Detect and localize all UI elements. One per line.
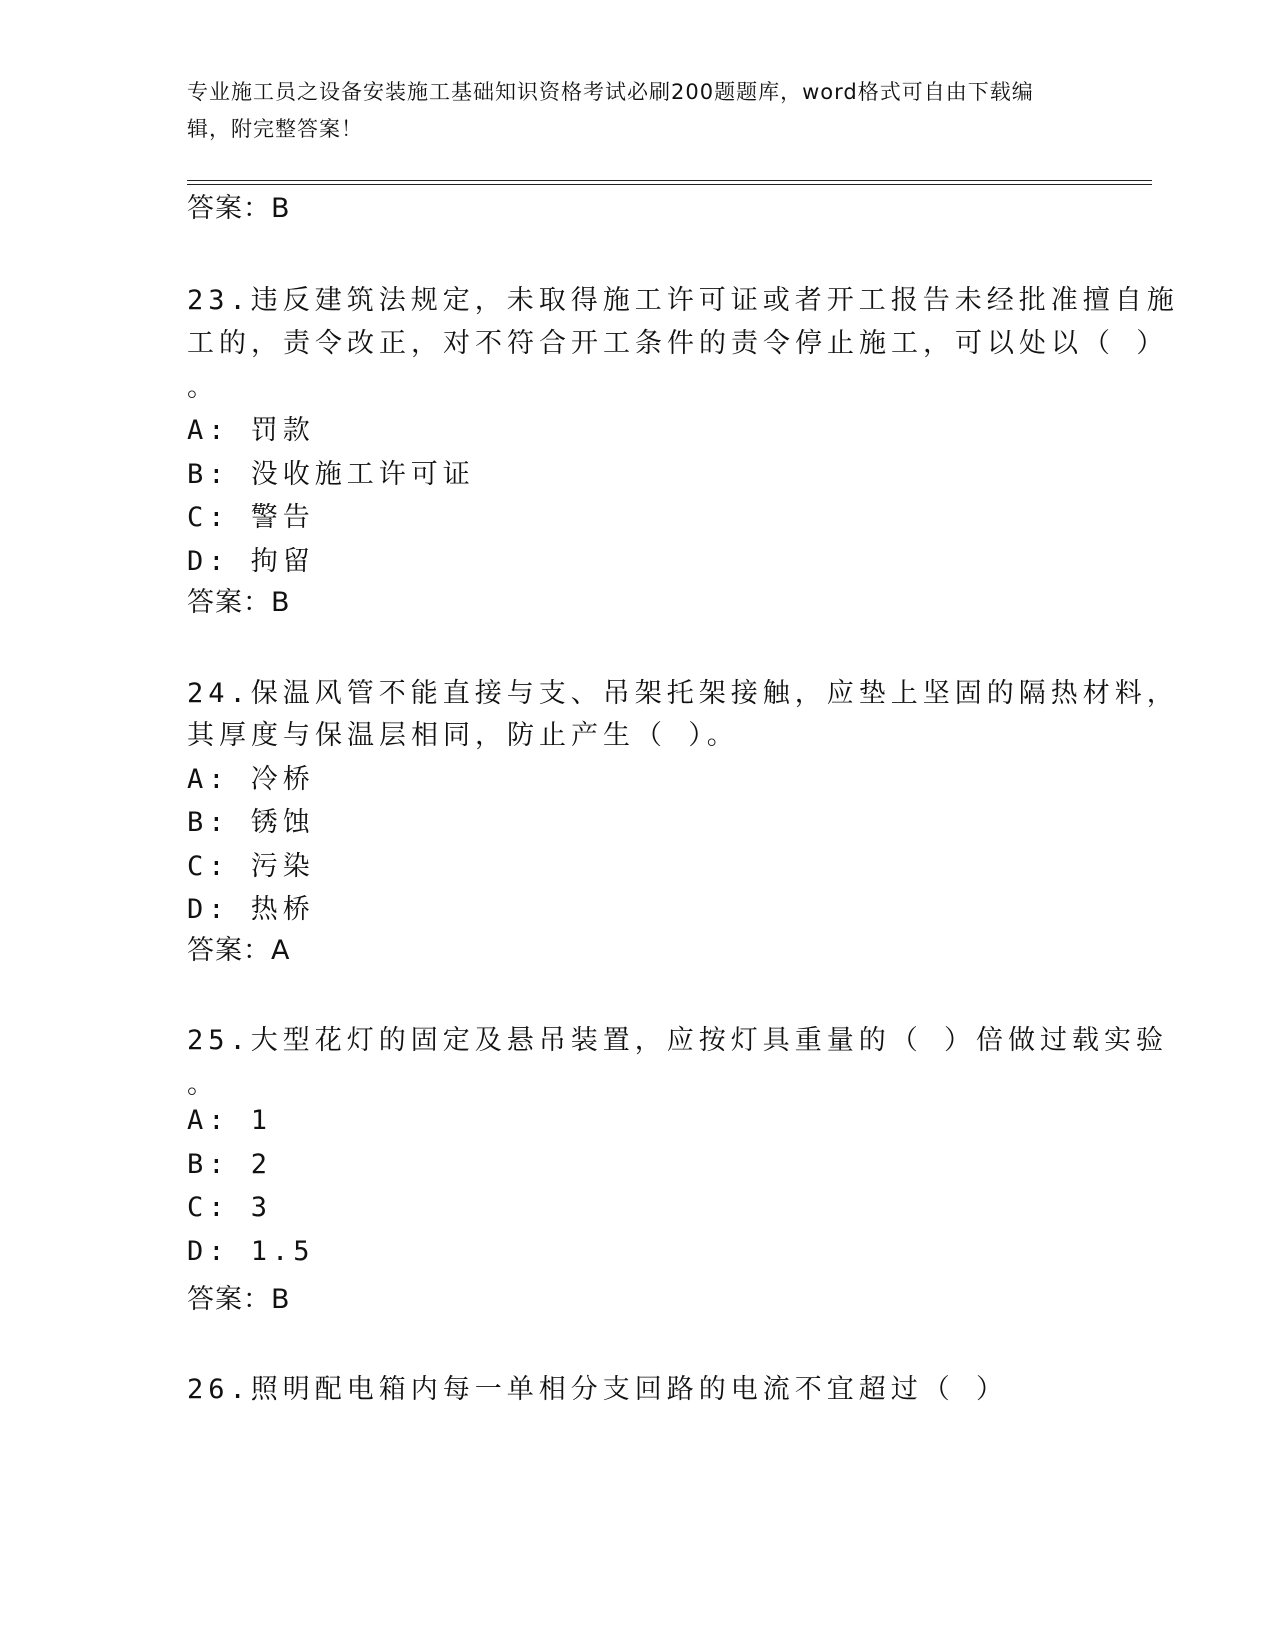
q24-option-a: A: 冷桥: [187, 764, 315, 795]
q25-option-b: B: 2: [187, 1149, 273, 1180]
q23-line-3: 。: [187, 372, 219, 403]
answer-prev: 答案：B: [187, 193, 291, 224]
q24-option-c: C: 污染: [187, 851, 315, 882]
q23-answer: 答案：B: [187, 587, 291, 618]
document-header: 专业施工员之设备安装施工基础知识资格考试必刷200题题库，word格式可自由下载编辑，附完整答案！: [187, 80, 1034, 141]
q25-line-2: 。: [187, 1069, 219, 1100]
q23-line-2: 工的，责令改正，对不符合开工条件的责令停止施工，可以处以（ ）: [187, 328, 1169, 359]
q23-option-a: A: 罚款: [187, 415, 315, 446]
q23-option-c: C: 警告: [187, 502, 315, 533]
q24-answer: 答案：A: [187, 935, 291, 966]
q25-answer: 答案：B: [187, 1284, 291, 1315]
q24-option-b: B: 锈蚀: [187, 807, 315, 838]
q25-option-a: A: 1: [187, 1105, 273, 1136]
q23-line-1: 23.违反建筑法规定，未取得施工许可证或者开工报告未经批准擅自施: [187, 285, 1179, 316]
q25-line-1: 25.大型花灯的固定及悬吊装置，应按灯具重量的（ ）倍做过载实验: [187, 1025, 1169, 1056]
q23-option-d: D: 拘留: [187, 546, 315, 577]
q25-option-d: D: 1.5: [187, 1236, 315, 1267]
q24-option-d: D: 热桥: [187, 894, 315, 925]
q24-line-1: 24.保温风管不能直接与支、吊架托架接触，应垫上坚固的隔热材料，: [187, 678, 1179, 709]
q23-option-b: B: 没收施工许可证: [187, 459, 475, 490]
q25-option-c: C: 3: [187, 1192, 273, 1223]
q26-line-1: 26.照明配电箱内每一单相分支回路的电流不宜超过（ ）: [187, 1374, 1009, 1405]
q24-line-2: 其厚度与保温层相同，防止产生（ ）。: [187, 720, 739, 751]
header-divider: [187, 180, 1152, 185]
